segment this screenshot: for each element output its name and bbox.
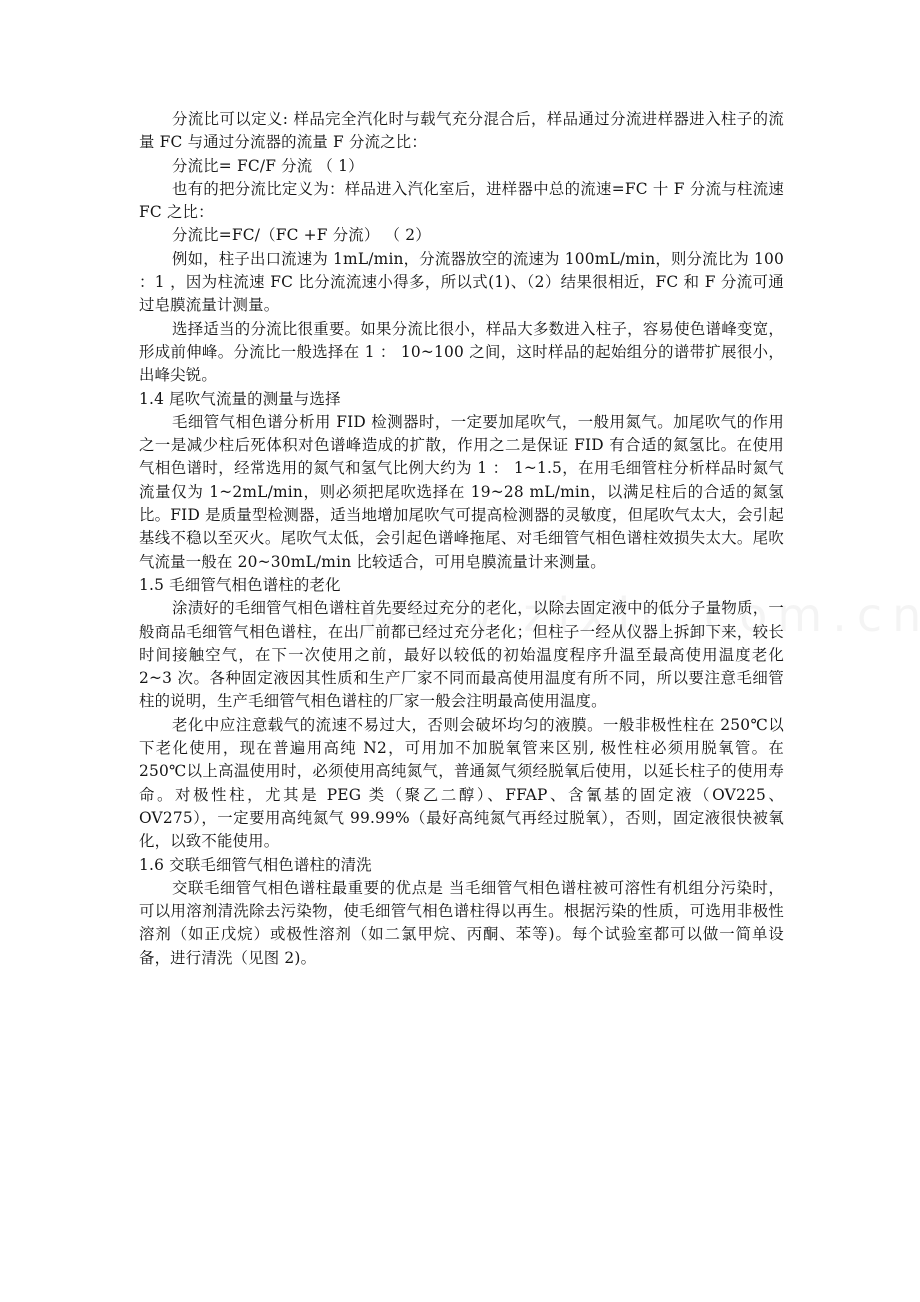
formula-line: 分流比=FC/（FC +F 分流） （ 2） xyxy=(172,226,431,245)
section-heading: 1.6 交联毛细管气相色谱柱的清洗 xyxy=(139,855,372,874)
paragraph: 涂渍好的毛细管气相色谱柱首先要经过充分的老化，以除去固定液中的低分子量物质，一般商品毛细管气相色谱柱，在出厂前都已经过充分老化；但柱子一经从仪器上拆卸下来，较长时间接触空气，在下一次使用之前，最好以较低的初始温度程序升温至最高使用温度老化 2~3 次。各种固定液因其性质和生产厂家不同而最高使用温度有所不同，所以要注意毛细管柱的说明，生产毛细管气相色谱柱的厂家一般会注明最高使用温度。 xyxy=(139,599,784,711)
section-heading: 1.4 尾吹气流量的测量与选择 xyxy=(139,389,341,408)
paragraph: 选择适当的分流比很重要。如果分流比很小，样品大多数进入柱子，容易使色谱峰变宽，形成前伸峰。分流比一般选择在 1 ： 10~100 之间，这时样品的起始组分的谱带扩展很小，出峰尖锐。 xyxy=(139,319,784,385)
paragraph: 老化中应注意载气的流速不易过大，否则会破坏均匀的液膜。一般非极性柱在 250℃以下老化使用，现在普遍用高纯 N2，可用加不加脱氧管来区别, 极性柱必须用脱氧管。在 250℃以上高温使用时，必须使用高纯氮气，普通氮气须经脱氧后使用，以延长柱子的使用寿命。对极性柱，尤其是 PEG 类（聚乙二醇）、FFAP、含氰基的固定液（OV225、OV275），一定要用高纯氮气 99.99%（最好高纯氮气再经过脱氧），否则，固定液很快被氧化，以致不能使用。 xyxy=(139,715,784,851)
paragraph: 例如，柱子出口流速为 1mL/min，分流器放空的流速为 100mL/min，则分流比为 100 ：1 ，因为柱流速 FC 比分流流速小得多，所以式(1)、（2）结果很相近，FC 和 F 分流可通过皂膜流量计测量。 xyxy=(139,249,784,315)
paragraph: 毛细管气相色谱分析用 FID 检测器时，一定要加尾吹气，一般用氮气。加尾吹气的作用之一是减少柱后死体积对色谱峰造成的扩散，作用之二是保证 FID 有合适的氮氢比。在使用气相色谱时，经常选用的氮气和氢气比例大约为 1 ： 1~1.5，在用毛细管柱分析样品时氮气流量仅为 1~2mL/min，则必须把尾吹选择在 19~28 mL/min，以满足柱后的合适的氮氢比。FID 是质量型检测器，适当地增加尾吹气可提高检测器的灵敏度，但尾吹气太大，会引起基线不稳以至灭火。尾吹气太低，会引起色谱峰拖尾、对毛细管气相色谱柱效损失太大。尾吹气流量一般在 20~30mL/min 比较适合，可用皂膜流量计来测量。 xyxy=(139,412,784,571)
paragraph: 分流比可以定义: 样品完全汽化时与载气充分混合后，样品通过分流进样器进入柱子的流量 FC 与通过分流器的流量 F 分流之比： xyxy=(139,110,784,152)
paragraph: 交联毛细管气相色谱柱最重要的优点是 当毛细管气相色谱柱被可溶性有机组分污染时，可以用溶剂清洗除去污染物，使毛细管气相色谱柱得以再生。根据污染的性质，可选用非极性溶剂（如正戊烷）或极性溶剂（如二氯甲烷、丙酮、苯等)。每个试验室都可以做一简单设备，进行清洗（见图 2)。 xyxy=(139,878,784,967)
section-heading: 1.5 毛细管气相色谱柱的老化 xyxy=(139,575,341,594)
paragraph: 也有的把分流比定义为：样品进入汽化室后，进样器中总的流速=FC 十 F 分流与柱流速 FC 之比： xyxy=(139,179,784,222)
formula-line: 分流比= FC/F 分流 （ 1） xyxy=(172,156,364,175)
document-body xyxy=(139,108,784,970)
